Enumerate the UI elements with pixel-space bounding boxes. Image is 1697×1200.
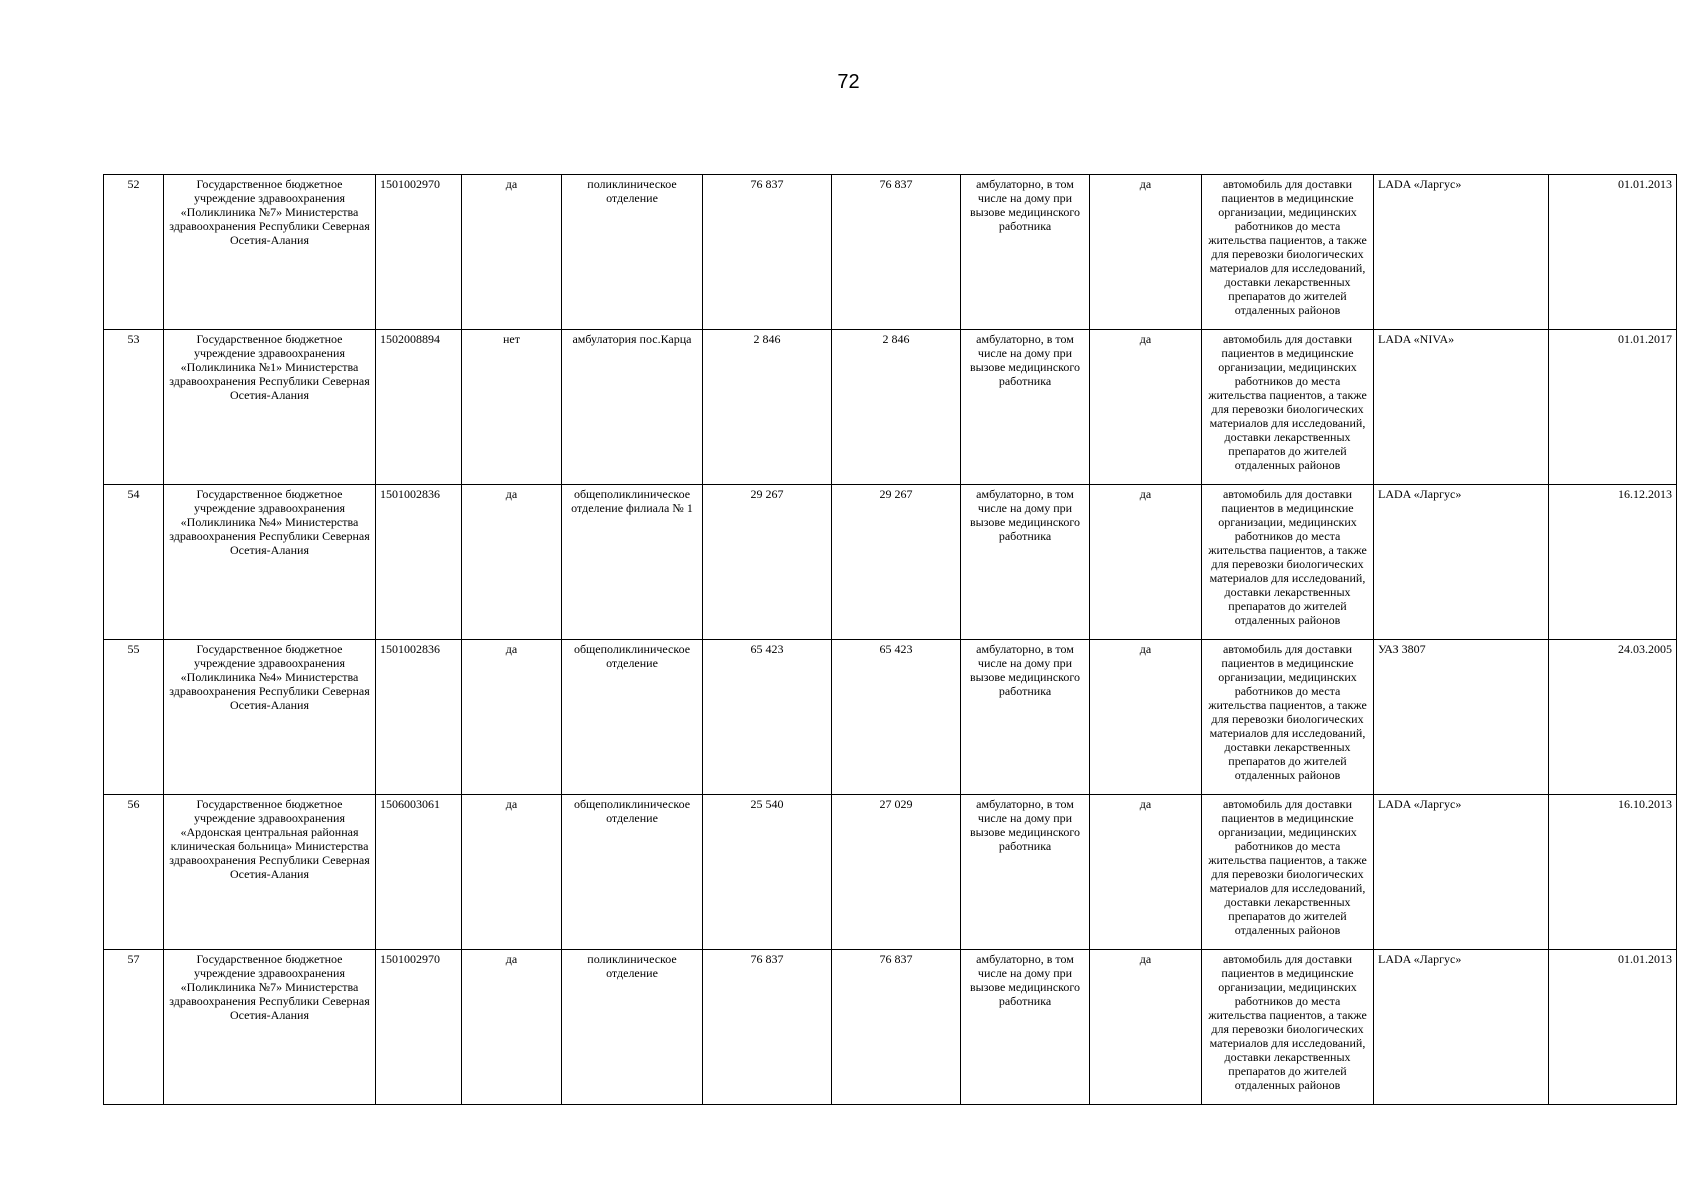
value-1: 25 540	[703, 795, 832, 950]
table-row	[104, 485, 1677, 640]
yes-no-flag-2: да	[1090, 175, 1202, 330]
yes-no-flag-2: да	[1090, 330, 1202, 485]
inn-code: 1506003061	[376, 795, 462, 950]
row-number: 55	[104, 640, 164, 795]
vehicle-model: LADA «Ларгус»	[1374, 485, 1549, 640]
table-row	[104, 175, 1677, 330]
row-number: 53	[104, 330, 164, 485]
date: 01.01.2013	[1549, 175, 1677, 330]
unit-name: общеполиклиническое отделение	[562, 640, 703, 795]
organization-name: Государственное бюджетное учреждение здравоохранения «Ардонская центральная районная клиническая больница» Министерства здравоохранения Республики Северная Осетия-Алания	[164, 795, 376, 950]
care-mode: амбулаторно, в том числе на дому при вызове медицинского работника	[961, 640, 1090, 795]
vehicle-model: УАЗ 3807	[1374, 640, 1549, 795]
value-1: 2 846	[703, 330, 832, 485]
unit-name: поликлиническое отделение	[562, 175, 703, 330]
yes-no-flag: да	[462, 640, 562, 795]
care-mode: амбулаторно, в том числе на дому при вызове медицинского работника	[961, 795, 1090, 950]
vehicle-purpose: автомобиль для доставки пациентов в медицинские организации, медицинских работников до места жительства пациентов, а также для перевозки биологических материалов для исследований, доставки лекарственных препаратов до жителей отдаленных районов	[1202, 795, 1374, 950]
table-row	[104, 330, 1677, 485]
care-mode: амбулаторно, в том числе на дому при вызове медицинского работника	[961, 330, 1090, 485]
inn-code: 1501002836	[376, 640, 462, 795]
date: 16.12.2013	[1549, 485, 1677, 640]
organization-name: Государственное бюджетное учреждение здравоохранения «Поликлиника №1» Министерства здравоохранения Республики Северная Осетия-Алания	[164, 330, 376, 485]
vehicle-purpose: автомобиль для доставки пациентов в медицинские организации, медицинских работников до места жительства пациентов, а также для перевозки биологических материалов для исследований, доставки лекарственных препаратов до жителей отдаленных районов	[1202, 330, 1374, 485]
value-2: 76 837	[832, 175, 961, 330]
yes-no-flag-2: да	[1090, 640, 1202, 795]
row-number: 56	[104, 795, 164, 950]
organization-name: Государственное бюджетное учреждение здравоохранения «Поликлиника №7» Министерства здравоохранения Республики Северная Осетия-Алания	[164, 950, 376, 1105]
vehicle-model: LADA «Ларгус»	[1374, 795, 1549, 950]
row-number: 57	[104, 950, 164, 1105]
care-mode: амбулаторно, в том числе на дому при вызове медицинского работника	[961, 950, 1090, 1105]
yes-no-flag: да	[462, 950, 562, 1105]
value-2: 27 029	[832, 795, 961, 950]
date: 01.01.2013	[1549, 950, 1677, 1105]
vehicle-purpose: автомобиль для доставки пациентов в медицинские организации, медицинских работников до места жительства пациентов, а также для перевозки биологических материалов для исследований, доставки лекарственных препаратов до жителей отдаленных районов	[1202, 640, 1374, 795]
date: 16.10.2013	[1549, 795, 1677, 950]
row-number: 54	[104, 485, 164, 640]
unit-name: поликлиническое отделение	[562, 950, 703, 1105]
unit-name: общеполиклиническое отделение	[562, 795, 703, 950]
inn-code: 1501002970	[376, 950, 462, 1105]
organization-name: Государственное бюджетное учреждение здравоохранения «Поликлиника №4» Министерства здравоохранения Республики Северная Осетия-Алания	[164, 485, 376, 640]
vehicle-model: LADA «NIVA»	[1374, 330, 1549, 485]
care-mode: амбулаторно, в том числе на дому при вызове медицинского работника	[961, 485, 1090, 640]
vehicle-purpose: автомобиль для доставки пациентов в медицинские организации, медицинских работников до места жительства пациентов, а также для перевозки биологических материалов для исследований, доставки лекарственных препаратов до жителей отдаленных районов	[1202, 485, 1374, 640]
value-2: 65 423	[832, 640, 961, 795]
inn-code: 1501002836	[376, 485, 462, 640]
yes-no-flag-2: да	[1090, 795, 1202, 950]
inn-code: 1501002970	[376, 175, 462, 330]
yes-no-flag-2: да	[1090, 485, 1202, 640]
vehicle-model: LADA «Ларгус»	[1374, 950, 1549, 1105]
value-1: 76 837	[703, 175, 832, 330]
yes-no-flag: да	[462, 795, 562, 950]
organization-name: Государственное бюджетное учреждение здравоохранения «Поликлиника №4» Министерства здравоохранения Республики Северная Осетия-Алания	[164, 640, 376, 795]
care-mode: амбулаторно, в том числе на дому при вызове медицинского работника	[961, 175, 1090, 330]
inn-code: 1502008894	[376, 330, 462, 485]
unit-name: амбулатория пос.Карца	[562, 330, 703, 485]
value-1: 65 423	[703, 640, 832, 795]
vehicle-model: LADA «Ларгус»	[1374, 175, 1549, 330]
table-row	[104, 640, 1677, 795]
page-number: 72	[837, 71, 860, 93]
yes-no-flag: нет	[462, 330, 562, 485]
vehicle-purpose: автомобиль для доставки пациентов в медицинские организации, медицинских работников до места жительства пациентов, а также для перевозки биологических материалов для исследований, доставки лекарственных препаратов до жителей отдаленных районов	[1202, 950, 1374, 1105]
value-2: 2 846	[832, 330, 961, 485]
yes-no-flag: да	[462, 485, 562, 640]
table-row	[104, 950, 1677, 1105]
vehicle-purpose: автомобиль для доставки пациентов в медицинские организации, медицинских работников до места жительства пациентов, а также для перевозки биологических материалов для исследований, доставки лекарственных препаратов до жителей отдаленных районов	[1202, 175, 1374, 330]
value-2: 76 837	[832, 950, 961, 1105]
row-number: 52	[104, 175, 164, 330]
yes-no-flag-2: да	[1090, 950, 1202, 1105]
value-1: 29 267	[703, 485, 832, 640]
value-1: 76 837	[703, 950, 832, 1105]
organization-name: Государственное бюджетное учреждение здравоохранения «Поликлиника №7» Министерства здравоохранения Республики Северная Осетия-Алания	[164, 175, 376, 330]
vehicles-table	[103, 174, 1677, 1105]
table-row	[104, 795, 1677, 950]
yes-no-flag: да	[462, 175, 562, 330]
value-2: 29 267	[832, 485, 961, 640]
date: 24.03.2005	[1549, 640, 1677, 795]
unit-name: общеполиклиническое отделение филиала № 1	[562, 485, 703, 640]
date: 01.01.2017	[1549, 330, 1677, 485]
